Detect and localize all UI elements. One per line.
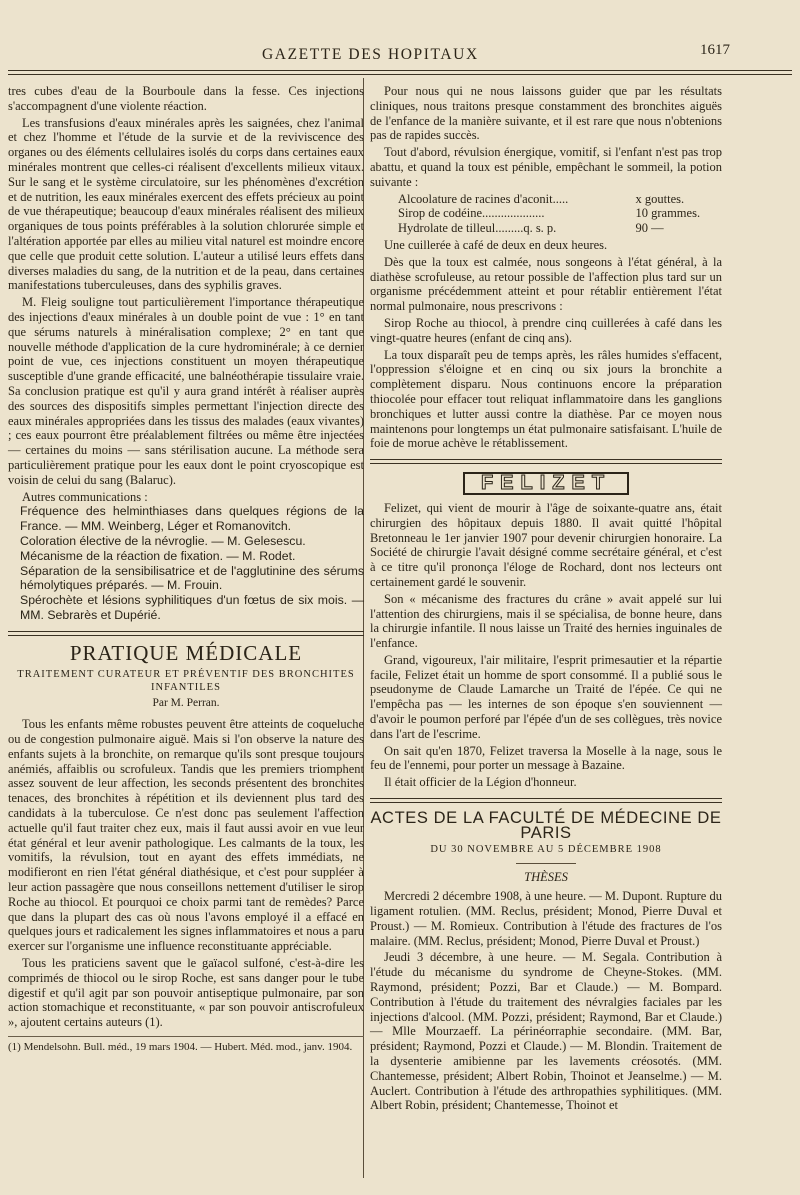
obituary-title: FELIZET [463, 472, 629, 495]
left-column [8, 84, 364, 1054]
prescription-qty: 90 — [635, 221, 664, 236]
article-title: TRAITEMENT CURATEUR ET PRÉVENTIF DES BRONCHITES INFANTILES [17, 669, 355, 694]
communications-list [8, 490, 364, 623]
paragraph: Sirop Roche au thiocol, à prendre cinq cuillerées à café dans les vingt-quatre heures (enfant de cinq ans). [370, 315, 722, 345]
paragraph: M. Fleig souligne tout particulièrement l'importance thérapeutique des injections d'eaux minérales à un double point de vue : 1° en tant que sérums naturels à minéralisation complexe; 2° en tant que nouvelle méthode d'application de la cure hydrominérale; à ce dernier point de vue, ces injections constituent un moyen thérapeutique susceptible d'une grande efficacité, une balnéothérapie tissulaire vraie. Sa conclusion pratique est qu'il y aura grand intérêt à réaliser auprès des sources des dispositifs simples permettant l'injection directe des eaux minérales appropriées dans les tissus des malades (eaux vivantes) ; ces eaux pourront être préalablement filtrées ou même être injectées — certaines du moins — sans stérilisation aucune. La méthode sera particulièrement pratique pour les eaux dont le point cryoscopique est voisin de celui du sang (Balaruc). [8, 295, 364, 487]
prescription-row [370, 192, 722, 207]
communication-item: Mécanisme de la réaction de fixation. — M. Rodet. [20, 548, 296, 563]
faculty-acts-dates: DU 30 NOVEMBRE AU 5 DÉCEMBRE 1908 [430, 843, 662, 855]
paragraph: Mercredi 2 décembre 1908, à une heure. — M. Dupont. Rupture du ligament rotulien. (MM. Reclus, président; Monod, Pierre Duval et Proust.) — M. Romieux. Contribution à l'étude des fractures de l'os malaire. (MM. Reclus, président; Monod, Pierre Duval et Proust.) [370, 889, 722, 948]
prescription-item: Hydrolate de tilleul.........q. s. p. [398, 221, 557, 236]
section-rule [8, 631, 364, 636]
prescription-qty: x gouttes. [635, 191, 685, 206]
section-title: PRATIQUE MÉDICALE [69, 640, 303, 665]
page-header [0, 40, 800, 68]
paragraph: La toux disparaît peu de temps après, les râles humides s'effacent, l'oppression s'éloigne et en cinq ou six jours la bronchite a complètement disparu. Nous continuons encore la préparation thiocolée pour effacer tout reliquat inflammatoire dans les ganglions bronchiques et lutter aussi contre la diathèse. Par ce moyen nous maintenons pour longtemps un état pulmonaire satisfaisant. L'huile de foie de morue achève le rétablissement. [370, 347, 722, 451]
section-rule [370, 798, 722, 803]
paragraph: Une cuillerée à café de deux en deux heures. [384, 237, 608, 252]
prescription-item: Alcoolature de racines d'aconit..... [398, 191, 569, 206]
paragraph: Grand, vigoureux, l'air militaire, l'esprit primesautier et la répartie facile, Felizet était un homme de sport consommé. Il a publié sous le pseudonyme de Claude Lamarche un Traité de l'épée. Ce qui ne l'empêcha pas — les internes de son époque s'en souviennent — d'avoir le poumon perforé par l'épée d'un de ses collègues, très novice dans l'art de l'escrime. [370, 652, 722, 741]
faculty-acts-title: ACTES DE LA FACULTÉ DE MÉDECINE DE PARIS [370, 809, 722, 842]
prescription-row [370, 221, 722, 236]
communication-item: Coloration élective de la névroglie. — M. Gelesescu. [20, 533, 306, 548]
paragraph: Tout d'abord, révulsion énergique, vomitif, si l'enfant n'est pas trop abattu, et quand la toux est pénible, empêchant le sommeil, la potion suivante : [370, 145, 722, 189]
obituary-heading [370, 472, 722, 495]
article-byline: Par M. Perran. [152, 697, 220, 710]
paragraph: Les transfusions d'eaux minérales après les saignées, chez l'animal et chez l'homme et l'étude de la survie et de la reviviscence des organes ou des éléments cellulaires isolés du corps dans certaines eaux minérales montrent que celles-ci réalisent d'excellents milieux vitaux. Sur le sang et le système circulatoire, sur les phénomènes d'excrétion et de nutrition, les eaux minérales exercent des effets précieux au point de vue thérapeutique; beaucoup d'eaux minérales réalisent des milieux organiques de tous points préférables à la solution chlorurée simple et l'altération apportée par elles au milieu vital naturel est moindre encore que celle que produit cette solution. L'auteur a utilisé leurs effets dans diverses maladies du sang, de la nutrition et de la peau, dans certaines manifestations tuberculeuses, dans des syphilis graves. [8, 115, 364, 293]
paragraph: Tous les enfants même robustes peuvent être atteints de coqueluche ou de congestion pulmonaire aiguë. Mais si l'on observe la nature des enfants sujets à la bronchite, on remarque qu'ils sont presque toujours anémiés, affaiblis ou scrofuleux. Tandis que les premiers triomphent assez souvent de leur affection, les seconds présentent des bronchites tenaces, des bronchites à répétition et ils deviennent plus tard des candidats à la tuberculose. Ce n'est donc pas seulement l'affection actuelle qu'il faut traiter chez eux, mais il faut aussi avoir en vue leur état général et leur avenir pathologique. Les calmants de la toux, les vomitifs, la révulsion, tout en ayant des effets immédiats, ne modifieront en rien l'état général diathésique, et c'est pour suppléer à leur action passagère que nous conseillons nettement d'utiliser le sirop Roche au thiocol. Et pourquoi ce choix parmi tant de remèdes? Parce que dans la plupart des cas où nous l'avons employé il a effacé en quelques jours et radicalement les signes inflammatoires et nous a paru exercer sur l'organisme une influence reconstituante appréciable. [8, 717, 364, 954]
paragraph: Il était officier de la Légion d'honneur. [384, 775, 577, 790]
paragraph: Son « mécanisme des fractures du crâne » avait appelé sur lui l'attention des chirurgiens, mais il se spécialisa, de bonne heure, dans la chirurgie infantile. Il nous laisse un Traité des hernies inguinales de l'enfance. [370, 591, 722, 651]
communication-item: Fréquence des helminthiases dans quelques régions de la France. — MM. Weinberg, Léger et Romanovitch. [20, 504, 364, 534]
journal-title: GAZETTE DES HOPITAUX [262, 46, 479, 63]
paragraph: Tous les praticiens savent que le gaïacol sulfoné, c'est-à-dire les comprimés de thiocol ou le sirop Roche, est sans danger pour le tube digestif et qu'il agit par son pouvoir antiseptique pulmonaire, par son action stomachique et reconstituante, « par son pouvoir antiscrofuleux », ajoutent certains auteurs (1). [8, 956, 364, 1030]
paragraph: Felizet, qui vient de mourir à l'âge de soixante-quatre ans, était chirurgien des hôpitaux depuis 1880. Il avait quitté l'hôpital Bretonneau le 1er janvier 1907 pour devenir chirurgien honoraire. La Société de chirurgie l'avait désigné comme secrétaire général, et c'est à ce titre qu'il prononça l'éloge de Rochard, dont nos lecteurs ont certainement gardé le souvenir. [370, 500, 722, 589]
right-column [370, 84, 722, 1115]
paragraph: tres cubes d'eau de la Bourboule dans la fesse. Ces injections s'accompagnent d'une violente réaction. [8, 84, 364, 113]
communication-item: Séparation de la sensibilisatrice et de l'agglutinine des sérums hémolytiques préparés. — M. Frouin. [20, 563, 364, 593]
header-rule-2 [8, 74, 792, 75]
prescription-qty: 10 grammes. [635, 206, 701, 221]
paragraph: Jeudi 3 décembre, à une heure. — M. Segala. Contribution à l'étude du mécanisme du syndrome de Cheyne-Stokes. (MM. Raymond, président; Pozzi, Bar et Claude.) — M. Bompard. Contribution à l'étude du traitement des névralgies faciales par les injections d'alcool. (MM. Pozzi, président; Raymond, Bar et Claude.) — Mlle Mourzaeff. La périnéorraphie secondaire. (MM. Bar, président; Raymond, Pozzi et Claude.) — M. Blondin. Traitement de la dysenterie amibienne par les lavements créosotés. (MM. Chantemesse, président; Albert Robin, Thoinot et Jeanselme.) — M. Auclert. Contribution à l'étude des arthropathies syphilitiques. (MM. Albert Robin, président; Chantemesse, Thoinot et [370, 950, 722, 1113]
theses-heading: THÈSES [524, 870, 568, 885]
prescription-table [370, 192, 722, 236]
section-rule [370, 459, 722, 464]
paragraph: On sait qu'en 1870, Felizet traversa la Moselle à la nage, sous le feu de l'ennemi, pour porter un message à Bazaine. [370, 743, 722, 773]
prescription-row [370, 206, 722, 221]
footnote: (1) Mendelsohn. Bull. méd., 19 mars 1904. — Hubert. Méd. mod., janv. 1904. [8, 1036, 364, 1054]
paragraph: Dès que la toux est calmée, nous songeons à l'état général, à la diathèse scrofuleuse, au retour possible de l'affection plus tard sur un organisme précédemment atteint et pour rétablir entièrement l'état normal pulmonaire, nous prescrivons : [370, 254, 722, 314]
communications-heading: Autres communications : [22, 489, 148, 504]
prescription-item: Sirop de codéine.................... [398, 206, 545, 221]
short-rule [516, 863, 576, 864]
paragraph: Pour nous qui ne nous laissons guider que par les résultats cliniques, nous traitons presque constamment des bronchites aiguës de l'enfance de la manière suivante, et il est rare que nous n'obtenions pas de rapides succès. [370, 84, 722, 143]
header-rule [8, 70, 792, 71]
communication-item: Spérochète et lésions syphilitiques d'un fœtus de six mois. — MM. Sebrarès et Dupérié. [20, 593, 364, 622]
page-number: 1617 [700, 42, 730, 58]
